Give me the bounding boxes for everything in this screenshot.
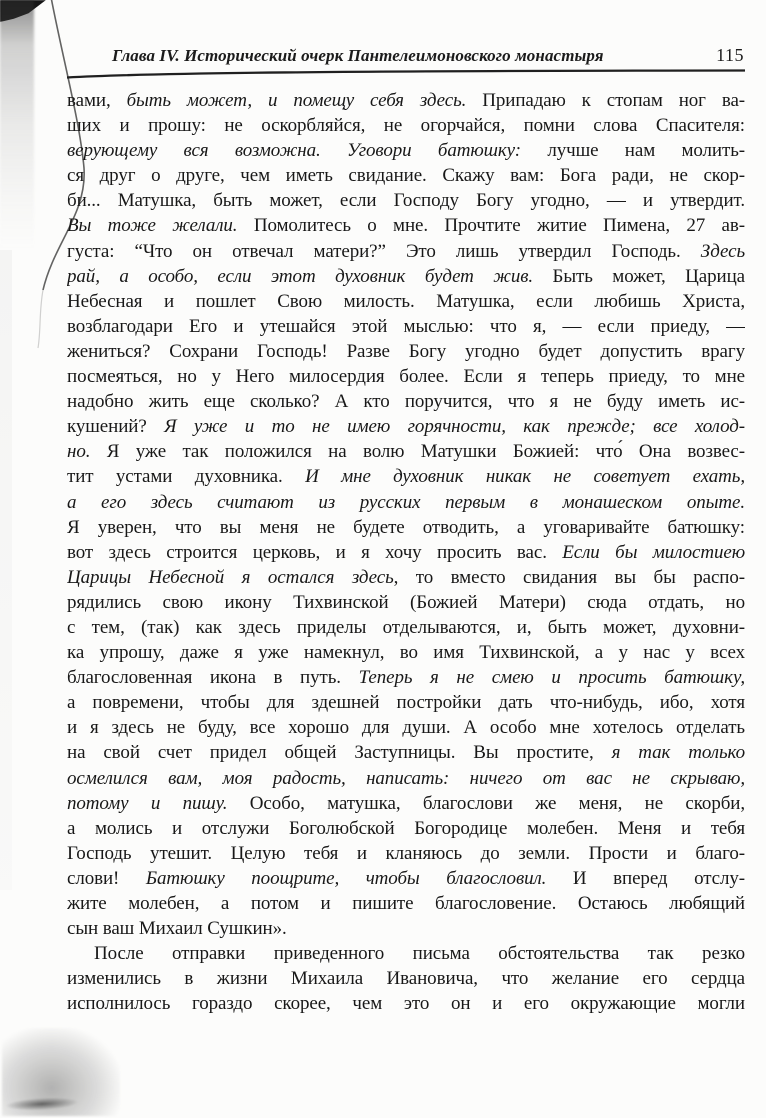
text-segment: изменились в жизни Михаила Ивановича, что желание его сердца	[67, 968, 745, 990]
text-line	[67, 841, 745, 866]
text-line	[67, 866, 745, 891]
text-line	[67, 590, 745, 615]
text-segment: вами,	[67, 90, 127, 111]
text-segment: лучше нам молить-	[521, 140, 745, 162]
italic-text-segment: Я уже и то не имею горячности, как прежде; все холод-	[164, 416, 745, 438]
text-segment: надобно жить еще сколько? А кто поручится, что я не буду иметь ис-	[67, 391, 745, 413]
text-line	[67, 339, 745, 364]
text-segment: Небесная и пошлет Свою милость. Матушка, если любишь Христа,	[67, 290, 745, 312]
page-crease-line-fade	[38, 290, 43, 348]
text-line	[67, 289, 745, 314]
text-segment: исполнилось гораздо скорее, чем это он и его окружающие могли	[67, 993, 745, 1015]
text-segment: а повремени, чтобы для здешней постройки дать что-нибудь, ибо, хотя	[67, 692, 745, 714]
text-line	[67, 264, 745, 289]
text-segment: Я уверен, что вы меня не будете отводить, а уговаривайте батюшку:	[67, 516, 745, 538]
italic-text-segment: Здесь	[700, 240, 745, 262]
italic-text-segment: Теперь я не смею и просить батюшку,	[358, 667, 745, 689]
page-number: 115	[716, 45, 744, 65]
text-line	[67, 640, 745, 665]
text-segment: ка упрошу, даже я уже намекнул, во имя Тихвинской, а у нас у всех	[67, 642, 745, 664]
text-segment: Я уже так положился на волю Матушки Божией: что́ Она возвес-	[90, 441, 745, 463]
text-segment: И вперед отслу-	[546, 867, 745, 889]
italic-text-segment: потому и пишу.	[67, 792, 228, 814]
text-line	[67, 565, 745, 590]
text-line	[67, 389, 745, 414]
italic-text-segment: но.	[67, 441, 91, 463]
text-segment: , то вместо свидания вы бы распо-	[393, 566, 745, 588]
text-segment: би... Матушка, быть может, если Господу Богу угодно, — и утвердит.	[67, 190, 745, 212]
text-line	[67, 665, 745, 690]
text-line	[67, 540, 745, 565]
text-segment: сын ваш Михаил Сушкин».	[67, 918, 287, 940]
text-segment: на свой счет придел общей Заступницы. Вы простите,	[67, 742, 612, 764]
text-line	[67, 138, 745, 163]
italic-text-segment: я так только	[611, 742, 745, 764]
text-line	[67, 364, 745, 389]
text-line	[67, 690, 745, 715]
text-line	[67, 916, 745, 941]
scan-corner-artifact	[0, 0, 46, 22]
text-line	[67, 239, 745, 264]
text-segment: вот здесь строится церковь, и я хочу просить вас.	[67, 541, 563, 563]
running-head-title: Глава IV. Исторический очерк Пантелеимоновского монастыря	[112, 46, 604, 65]
text-segment: благословенная икона в путь.	[67, 667, 359, 689]
text-segment: а молись и отслужи Боголюбской Богородице молебен. Меня и тебя	[67, 817, 745, 839]
text-segment: посмеяться, но у Него милосердия более. Если я теперь приеду, то мне	[67, 366, 745, 388]
italic-text-segment: И мне духовник никак не советует ехать,	[305, 466, 745, 488]
text-line	[67, 113, 745, 138]
text-line	[67, 213, 745, 238]
text-segment: Особо, матушка, благослови же меня, не скорби,	[227, 792, 745, 814]
text-segment: ших и прошу: не оскорбляйся, не огорчайся, помни слова Спасителя:	[67, 115, 745, 137]
text-segment: с тем, (так) как здесь приделы отделываются, и, быть может, духовни-	[67, 616, 745, 638]
text-segment: жениться? Сохрани Господь! Разве Богу угодно будет допустить врагу	[67, 340, 745, 362]
text-line	[67, 490, 745, 515]
text-line	[67, 891, 745, 916]
italic-text-segment: а его здесь считают из русских первым в монашеском опыте.	[67, 491, 745, 513]
text-line	[67, 966, 745, 991]
scan-smudge-bottom-dark	[6, 1096, 79, 1112]
scan-edge-grain-mid	[0, 250, 12, 890]
text-line	[67, 163, 745, 188]
text-line	[67, 791, 745, 816]
text-segment: жите молебен, а потом и пишите благословение. Остаюсь любящий	[67, 893, 745, 914]
text-line	[67, 414, 745, 439]
text-segment: Помолитесь о мне. Прочтите житие Пимена, 27 ав-	[237, 215, 745, 237]
text-segment: возблагодари Его и утешайся этой мыслью: что я, — если приеду, —	[67, 315, 745, 337]
text-block	[67, 88, 745, 1016]
italic-text-segment: Если бы милостиею	[562, 541, 745, 563]
scan-edge-grain-top	[0, 0, 34, 250]
italic-text-segment: осмелился вам, моя радость, написать: ничего от вас не скрываю,	[67, 767, 745, 789]
text-segment: Быть может, Царица	[533, 265, 745, 287]
header-rule	[67, 71, 745, 78]
text-segment: рядились свою икону Тихвинской (Божией Матери) сюда отдать, но	[67, 591, 745, 613]
text-line	[67, 816, 745, 841]
text-line	[67, 314, 745, 339]
text-line	[67, 515, 745, 540]
text-segment: тит устами духовника.	[67, 466, 306, 488]
italic-text-segment: верующему вся возможна. Уговори батюшку:	[67, 140, 521, 162]
italic-text-segment: Батюшку поощрите, чтобы благословил.	[145, 867, 547, 889]
text-line	[67, 464, 745, 489]
text-segment: После отправки приведенного письма обстоятельства так резко	[94, 943, 745, 965]
scan-smudge-bottom	[2, 1028, 120, 1116]
text-line	[67, 766, 745, 791]
text-line	[67, 615, 745, 640]
text-line	[67, 941, 745, 966]
text-segment: густа: “Что он отвечал матери?” Это лишь утвердил Господь.	[67, 240, 701, 262]
text-line	[67, 991, 745, 1016]
italic-text-segment: Царицы Небесной я остался здесь	[67, 566, 394, 588]
text-segment: ся друг о друге, чем иметь свидание. Скажу вам: Бога ради, не скор-	[67, 165, 745, 187]
italic-text-segment: быть может, и помещу себя здесь.	[126, 90, 467, 111]
text-segment: слови!	[67, 867, 146, 889]
text-segment: кушений?	[67, 416, 165, 438]
text-line	[67, 439, 745, 464]
italic-text-segment: рай, а особо, если этот духовник будет жив.	[67, 265, 534, 287]
text-line	[67, 188, 745, 213]
text-line	[67, 88, 745, 113]
text-line	[67, 740, 745, 765]
italic-text-segment: Вы тоже желали.	[67, 215, 238, 237]
text-segment: Господь утешит. Целую тебя и кланяюсь до земли. Прости и благо-	[67, 842, 745, 864]
text-segment: Припадаю к стопам ног ва-	[466, 90, 745, 111]
text-segment: и я здесь не буду, все хорошо для души. А особо мне хотелось отделать	[67, 717, 745, 739]
text-line	[67, 715, 745, 740]
